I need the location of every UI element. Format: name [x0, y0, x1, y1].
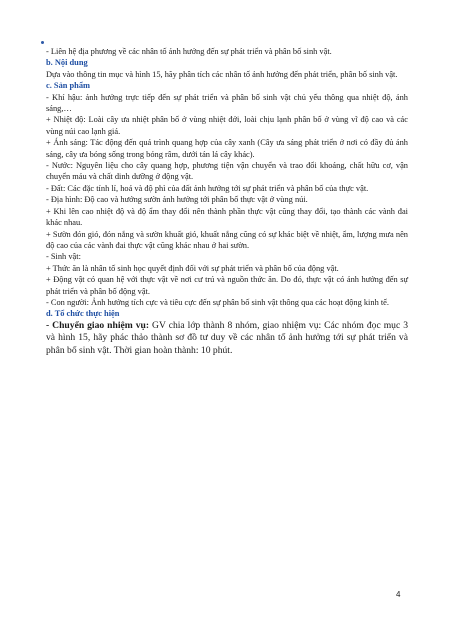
to-chuc-text: GV chia lớp thành 8 nhóm, giao nhiệm vụ: Các nhóm đọc mục 3 và hình 15, hãy phác thảo thành sơ đồ tư duy về các nhân tố ảnh hưởng tới sự phát triển và phân bố sinh vật. Thời gian hoàn thành: 10 phút.	[46, 319, 408, 356]
san-pham-line: + Khi lên cao nhiệt độ và độ ẩm thay đổi nên thành phần thực vật cũng thay đổi, tạo thành các vành đai khác nhau.	[46, 206, 408, 228]
san-pham-line: + Nhiệt độ: Loài cây ưa nhiệt phân bố ở vùng nhiệt đới, loài chịu lạnh phân bố ở vùng vĩ độ cao và các vùng núi cao lạnh giá.	[46, 115, 408, 136]
bullet-dot-icon	[41, 41, 44, 44]
to-chuc-label: - Chuyển giao nhiệm vụ:	[46, 319, 150, 331]
san-pham-line: - Đất: Các đặc tính lí, hoá và độ phì của đất ảnh hưởng tới sự phát triển và phân bố của thực vật.	[46, 183, 369, 193]
noi-dung-text: Dựa vào thông tin mục và hình 15, hãy phân tích các nhân tố ảnh hưởng đến phát triển, phân bố sinh vật.	[46, 69, 398, 79]
san-pham-line: + Sườn đón gió, đón nắng và sườn khuất gió, khuất nắng cũng có sự khác biệt về nhiệt, ẩm, lượng mưa nên độ cao của các vành đai thực vật cũng khác nhau ở hai sườn.	[46, 229, 408, 250]
heading-to-chuc: d. Tổ chức thực hiện	[46, 309, 120, 319]
lien-he-line: - Liên hệ địa phương về các nhân tố ảnh hưởng đến sự phát triển và phân bố sinh vật.	[46, 47, 332, 56]
heading-noi-dung: b. Nội dung	[46, 58, 88, 68]
san-pham-line: + Thức ăn là nhân tố sinh học quyết định đối với sự phát triển và phân bố của động vật.	[46, 263, 339, 273]
san-pham-line: + Động vật có quan hệ với thực vật về nơi cư trú và nguồn thức ăn. Do đó, thực vật có ảnh hưởng đến sự phát triển và phân bố động vật.	[46, 275, 408, 296]
page-number: 4	[396, 590, 401, 599]
san-pham-line: - Sinh vật:	[46, 252, 81, 262]
document-body	[46, 46, 408, 358]
heading-san-pham: c. Sản phẩm	[46, 81, 90, 91]
san-pham-line: + Ánh sáng: Tác động đến quá trình quang hợp của cây xanh (Cây ưa sáng phát triển ở nơi có đầy đủ ánh sáng, cây ưa bóng sống trong bóng râm, dưới tán lá cây khác).	[46, 138, 408, 159]
san-pham-line: - Địa hình: Độ cao và hướng sườn ảnh hưởng tới phân bố thực vật ở vùng núi.	[46, 195, 308, 205]
san-pham-line: - Con người: Ảnh hưởng tích cực và tiêu cực đến sự phân bố sinh vật thông qua các hoạt động kinh tế.	[46, 297, 389, 307]
to-chuc-paragraph	[46, 320, 408, 358]
san-pham-line: - Khí hậu: ảnh hưởng trực tiếp đến sự phát triển và phân bố sinh vật chủ yếu thông qua nhiệt độ, ánh sáng,…	[46, 92, 408, 114]
san-pham-line: - Nước: Nguyên liệu cho cây quang hợp, phương tiện vận chuyển và trao đổi khoáng, chất hữu cơ, vận chuyển máu và chất dinh dưỡng ở động vật.	[46, 161, 408, 182]
